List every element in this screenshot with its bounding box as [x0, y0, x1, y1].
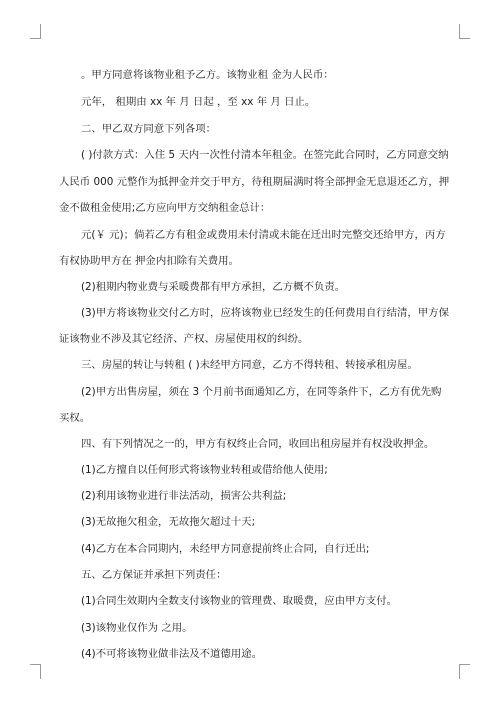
crop-mark-top-right — [459, 24, 470, 39]
list-item: (3)该物业仅作为 之用。 — [81, 622, 193, 634]
text-line: 元(￥ 元)；倘若乙方有租金或费用未付清或未能在迁出时完整交还给甲方，丙方 — [81, 229, 446, 241]
text-line: 。甲方同意将该物业租予乙方。该物业租 金为人民币： — [81, 69, 334, 81]
section-heading: 二、甲乙双方同意下列各项： — [81, 123, 217, 135]
list-item: (2)利用该物业进行非法活动，损害公共利益; — [81, 490, 287, 502]
text-line: 元年， 租期由 xx 年 月 日起 ，至 xx 年 月 日止。 — [81, 96, 316, 108]
list-item: (4)乙方在本合同期内，未经甲方同意提前终止合同，自行迁出; — [81, 543, 370, 555]
text-line: 金不做租金使用;乙方应向甲方交纳租金总计： — [59, 202, 271, 214]
text-line: ( )付款方式：入住 5 天内一次性付清本年租金。在签完此合同时，乙方同意交纳 — [81, 149, 449, 161]
section-heading: 四、有下列情况之一的，甲方有权终止合同，收回出租房屋并有权没收押金。 — [81, 438, 435, 450]
text-line: (3)甲方将该物业交付乙方时，应将该物业已经发生的任何费用自行结清，甲方保 — [81, 307, 449, 319]
crop-mark-bottom-left — [30, 664, 41, 679]
list-item: (1)合同生效期内全数支付该物业的管理费、取暖费，应由甲方支付。 — [81, 595, 398, 607]
list-item: (3)无故拖欠租金，无故拖欠超过十天; — [81, 516, 256, 528]
crop-mark-bottom-right — [459, 664, 470, 679]
text-line: (2)租期内物业费与采暖费都有甲方承担，乙方概不负责。 — [81, 281, 346, 293]
text-line: 证该物业不涉及其它经济、产权、房屋使用权的纠纷。 — [59, 333, 309, 345]
text-line: 有权协助甲方在 押金内扣除有关费用。 — [59, 255, 239, 267]
section-heading: 五、乙方保证并承担下列责任： — [81, 569, 227, 581]
text-line: 买权。 — [59, 412, 91, 424]
text-line: 人民币 000 元整作为抵押金并交于甲方，待租期届满时将全部押金无息退还乙方，押 — [59, 176, 450, 188]
section-heading: 三、房屋的转让与转租 ( )未经甲方同意，乙方不得转租、转接承租房屋。 — [81, 359, 418, 371]
list-item: (4)不可将该物业做非法及不道德用途。 — [81, 648, 262, 660]
text-line: (2)甲方出售房屋，须在 3 个月前书面通知乙方，在同等条件下，乙方有优先购 — [81, 386, 442, 398]
list-item: (1)乙方擅自以任何形式将该物业转租或借给他人使用; — [81, 464, 328, 476]
crop-mark-top-left — [30, 24, 41, 39]
